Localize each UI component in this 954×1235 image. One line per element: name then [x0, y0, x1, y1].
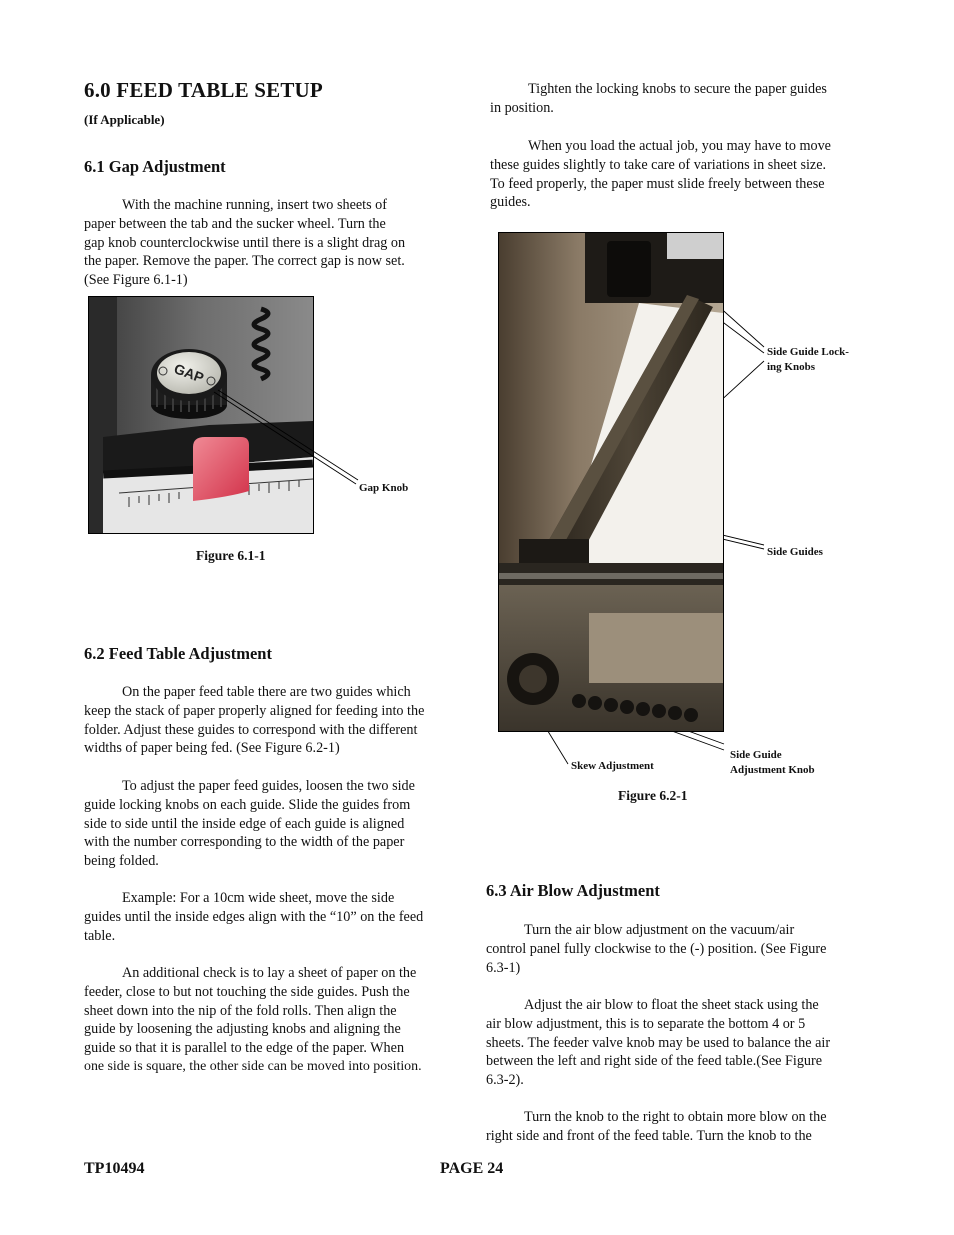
- text-line: An additional check is to lay a sheet of paper on the: [122, 965, 417, 981]
- text-line: Tighten the locking knobs to secure the paper guides: [528, 81, 827, 97]
- text-line: Example: For a 10cm wide sheet, move the side: [122, 890, 395, 906]
- text-line: guides.: [490, 194, 531, 211]
- red-tab-shape: [193, 437, 249, 501]
- callout-side-guides: Side Guides: [767, 546, 823, 558]
- text-line: Turn the air blow adjustment on the vacuum/air: [524, 922, 795, 938]
- section-subtitle: (If Applicable): [84, 112, 165, 127]
- text-line: To feed properly, the paper must slide freely between these: [490, 175, 825, 192]
- text-line: the paper. Remove the paper. The correct gap is now set.: [84, 253, 405, 270]
- footer-document-id: TP10494: [84, 1160, 145, 1177]
- figure-6-2-1-caption: Figure 6.2-1: [618, 788, 688, 803]
- callout-line: Side Guide Lock-: [767, 346, 849, 358]
- heading-air-blow-adjustment: 6.3 Air Blow Adjustment: [486, 881, 660, 900]
- text-line: gap knob counterclockwise until there is a slight drag on: [84, 234, 406, 251]
- text-line: control panel fully clockwise to the (-) position. (See Figure: [486, 940, 827, 957]
- paragraph-gap-adjustment: [84, 196, 464, 290]
- callout-side-guide-locking-knobs: [767, 345, 849, 375]
- figure-6-2-1-photo: [498, 232, 724, 732]
- text-line: widths of paper being fed. (See Figure 6.2-1): [84, 740, 340, 757]
- paragraph-feed-table-3: [84, 889, 464, 945]
- paragraph-load-job: [490, 137, 870, 212]
- text-line: 6.3-1): [486, 959, 521, 976]
- text-line: To adjust the paper feed guides, loosen the two side: [122, 778, 415, 794]
- text-line: With the machine running, insert two sheets of: [122, 197, 387, 213]
- callout-line: Side Guide: [730, 749, 782, 761]
- heading-gap-adjustment: 6.1 Gap Adjustment: [84, 157, 226, 176]
- gap-knob-photo-illustration: [89, 297, 313, 533]
- text-line: these guides slightly to take care of variations in sheet size.: [490, 156, 827, 173]
- side-guide-photo-illustration: [499, 233, 723, 731]
- figure-6-1-1-caption: Figure 6.1-1: [196, 548, 266, 563]
- text-line: side to side until the inside edge of each guide is aligned: [84, 815, 405, 832]
- text-line: between the left and right side of the feed table.(See Figure: [486, 1053, 823, 1070]
- knob-label: GAP: [172, 360, 206, 386]
- paragraph-air-blow-1: [486, 921, 872, 977]
- text-line: paper between the tab and the sucker wheel. Turn the: [84, 215, 386, 232]
- text-line: in position.: [490, 99, 554, 116]
- text-line: guide so that it is parallel to the edge of the paper. When: [84, 1040, 405, 1057]
- text-line: with the number corresponding to the width of the paper: [84, 834, 405, 851]
- figure-6-1-1-photo: [88, 296, 314, 534]
- callout-side-guide-adjustment-knob: [730, 748, 815, 778]
- paragraph-feed-table-1: [84, 683, 464, 758]
- text-line: being folded.: [84, 853, 159, 870]
- text-line: 6.3-2).: [486, 1072, 524, 1089]
- text-line: guides until the inside edges align with the “10” on the feed: [84, 908, 424, 925]
- paragraph-feed-table-2: [84, 777, 464, 871]
- text-line: Turn the knob to the right to obtain more blow on the: [524, 1109, 827, 1125]
- text-line: air blow adjustment, this is to separate the bottom 4 or 5: [486, 1015, 806, 1032]
- paragraph-air-blow-3: [486, 1108, 872, 1146]
- text-line: sheets. The feeder valve knob may be used to balance the air: [486, 1034, 831, 1051]
- text-line: keep the stack of paper properly aligned for feeding into the: [84, 702, 425, 719]
- text-line: guide locking knobs on each guide. Slide the guides from: [84, 796, 411, 813]
- text-line: right side and front of the feed table. Turn the knob to the: [486, 1127, 812, 1144]
- paragraph-feed-table-4: [84, 964, 468, 1077]
- callout-gap-knob: Gap Knob: [359, 482, 409, 494]
- text-line: On the paper feed table there are two guides which: [122, 684, 411, 700]
- text-line: Adjust the air blow to float the sheet stack using the: [524, 997, 819, 1013]
- text-line: folder. Adjust these guides to correspond with the different: [84, 721, 418, 738]
- text-line: one side is square, the other side can be moved into position.: [84, 1058, 422, 1074]
- text-line: When you load the actual job, you may have to move: [528, 138, 831, 154]
- footer-page-number: PAGE 24: [440, 1160, 504, 1177]
- paragraph-air-blow-2: [486, 996, 872, 1090]
- callout-skew-adjustment: Skew Adjustment: [571, 760, 654, 772]
- text-line: feeder, close to but not touching the side guides. Push the: [84, 983, 410, 1000]
- text-line: (See Figure 6.1-1): [84, 272, 188, 289]
- text-line: sheet down into the nip of the fold rolls. Then align the: [84, 1002, 397, 1019]
- section-title: 6.0 FEED TABLE SETUP: [84, 78, 323, 102]
- callout-line: ing Knobs: [767, 361, 815, 373]
- callout-line: Adjustment Knob: [730, 764, 815, 776]
- text-line: table.: [84, 927, 116, 944]
- heading-feed-table-adjustment: 6.2 Feed Table Adjustment: [84, 644, 272, 663]
- text-line: guide by loosening the adjusting knobs and aligning the: [84, 1021, 401, 1038]
- paragraph-tighten-knobs: [490, 80, 870, 118]
